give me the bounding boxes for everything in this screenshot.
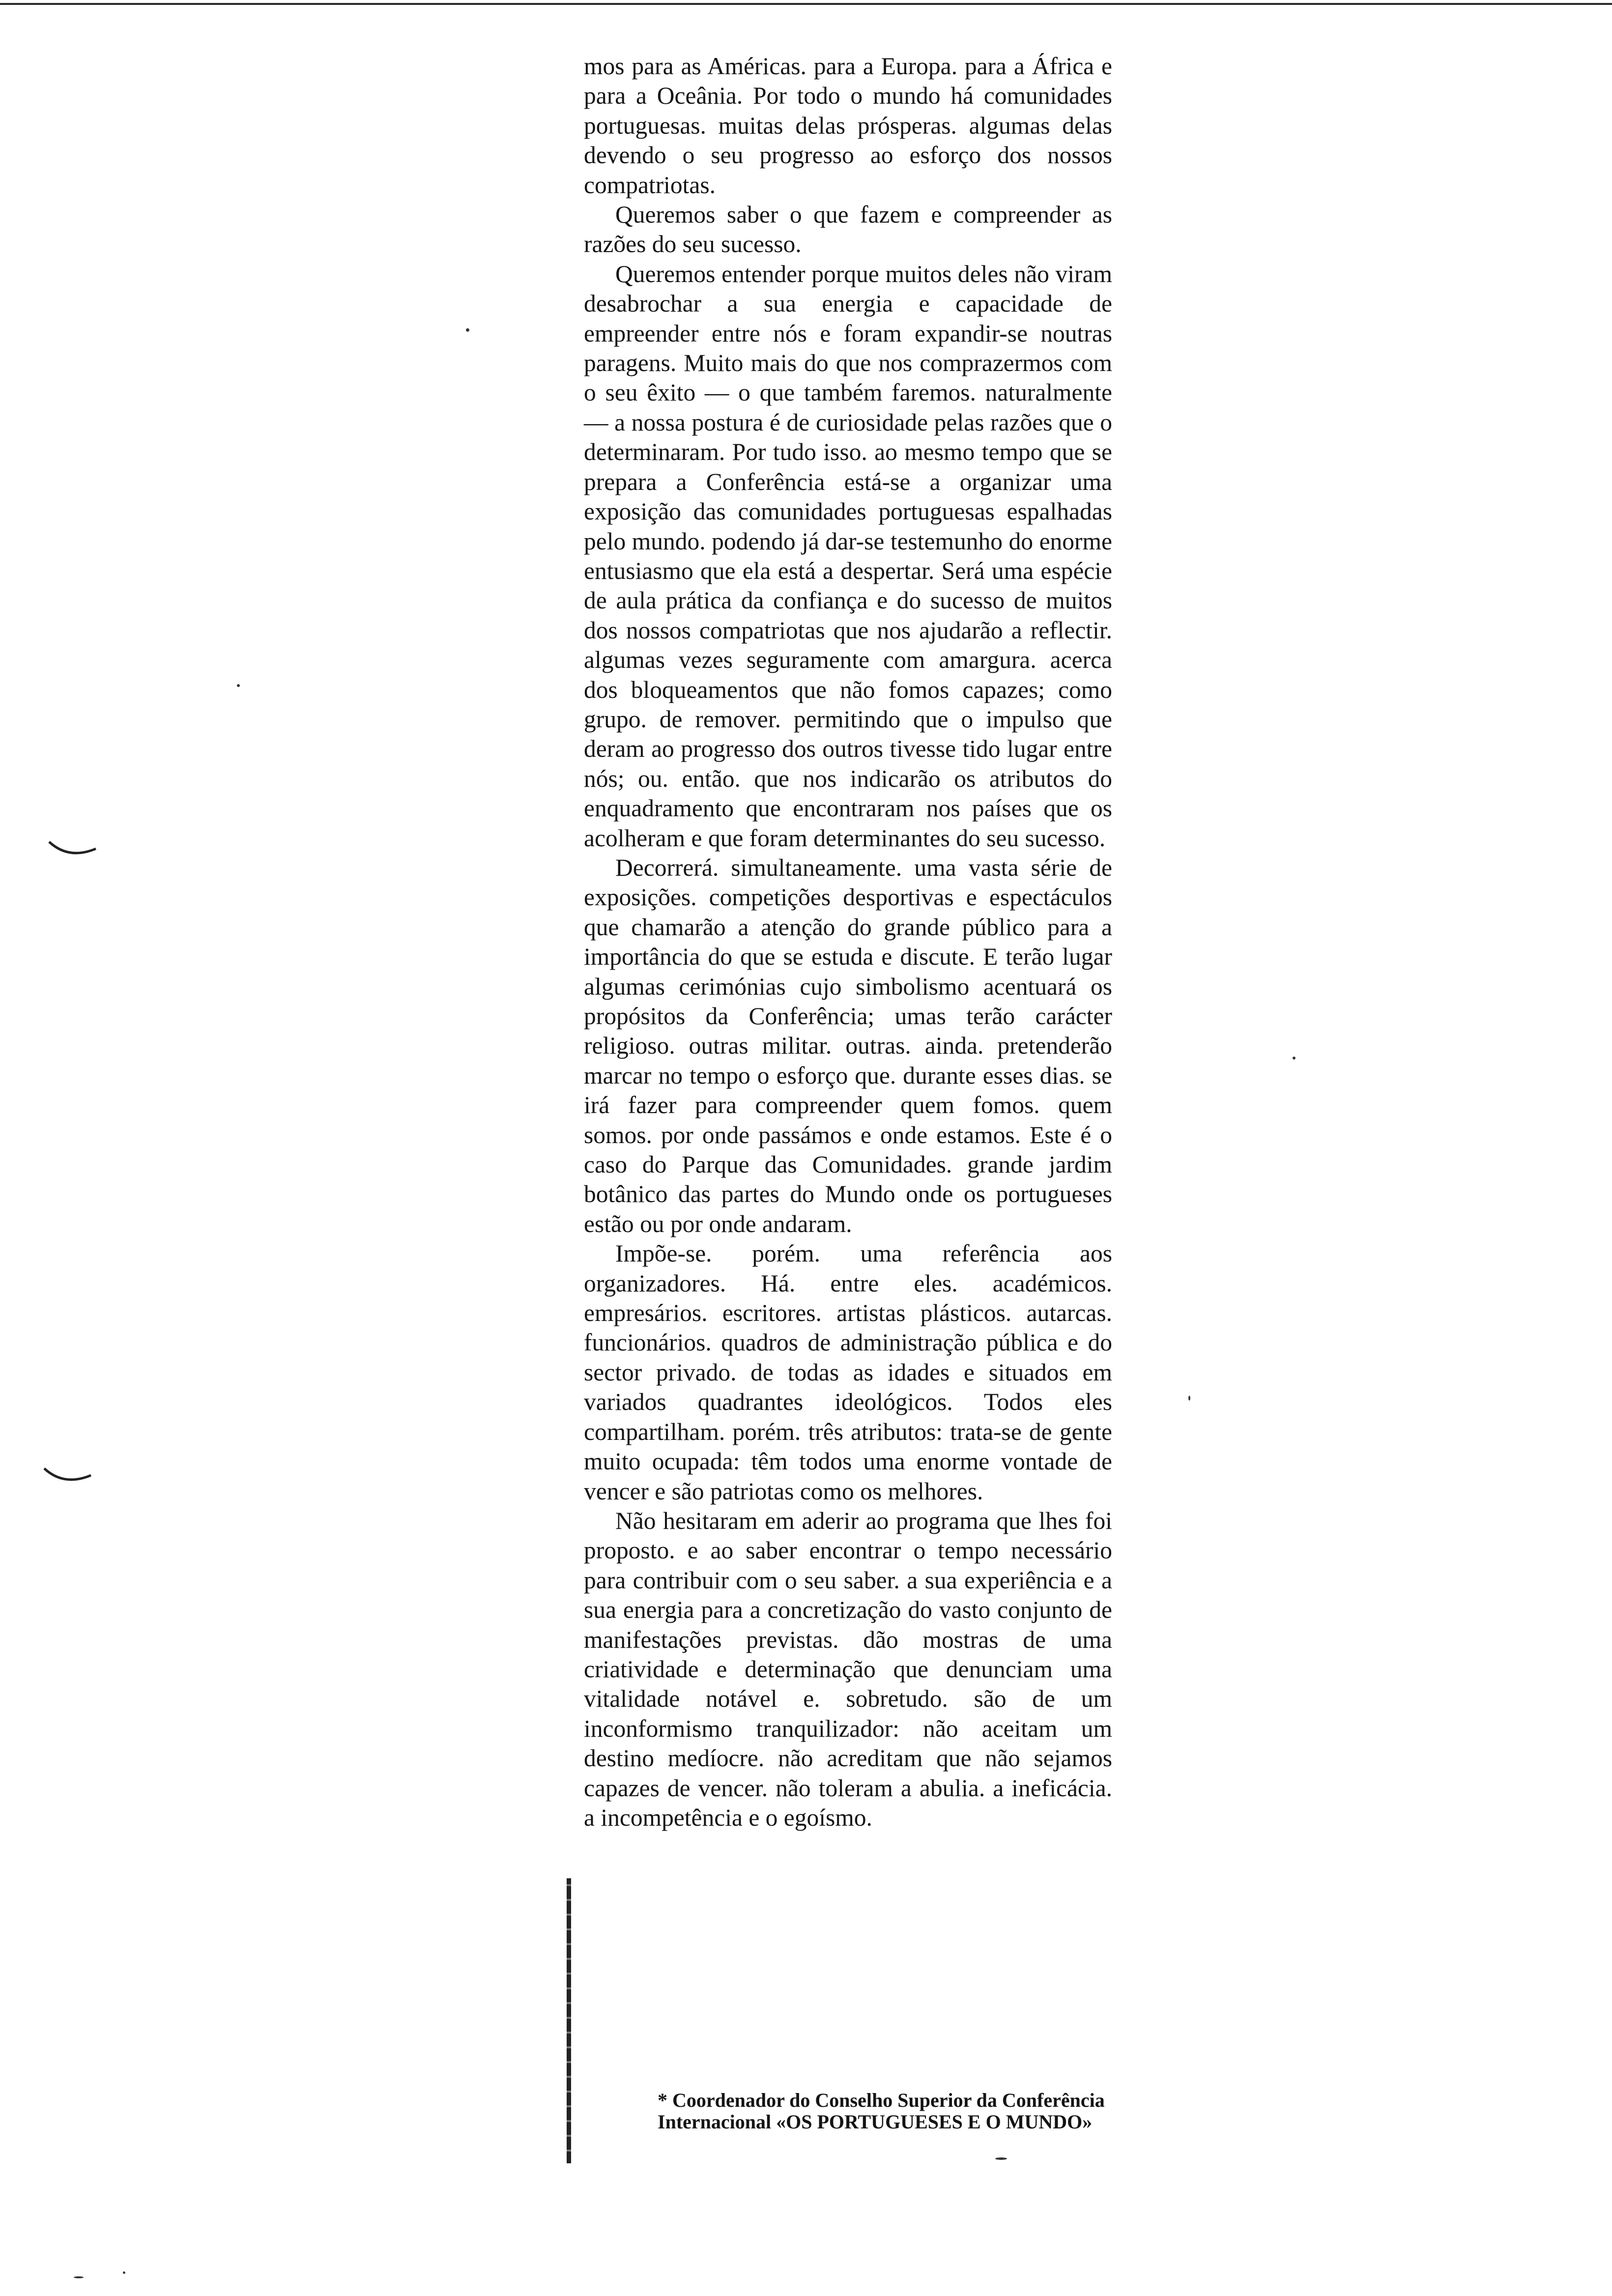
margin-scan-bar (567, 1878, 571, 2163)
top-border-line (0, 3, 1612, 5)
article-paragraph-6: Não hesitaram em aderir ao programa que lhes foi proposto. e ao saber encontrar o tempo necessário para contribuir com o seu saber. a sua experiência e a sua energia para a concretização do vasto conjunto de manifestações previstas. dão mostras de uma criatividade e determinação que denunciam uma vitalidade notável e. sobretudo. são de um inconformismo tranquilizador: não aceitam um destino medíocre. não acreditam que não sejamos capazes de vencer. não toleram a abulia. a ineficácia. a incompetência e o egoísmo. (584, 1507, 1112, 1831)
scan-speck (123, 2271, 125, 2274)
scan-speck (1293, 1057, 1295, 1060)
scan-speck (237, 684, 240, 687)
article-paragraph-2: Queremos saber o que fazem e compreender as razões do seu sucesso. (584, 201, 1112, 258)
author-footnote: * Coordenador do Conselho Superior da Conferência Internacional «OS PORTUGUESES E O MUNDO» (658, 2089, 1105, 2133)
article-paragraph-4: Decorrerá. simultaneamente. uma vasta série de exposições. competições desportivas e espectáculos que chamarão a atenção do grande público para a importância do que se estuda e discute. E terão lugar algumas cerimónias cujo simbolismo acentuará os propósitos da Conferência; umas terão carácter religioso. outras militar. outras. ainda. pretenderão marcar no tempo o esforço que. durante esses dias. se irá fazer para compreender quem fomos. quem somos. por onde passámos e onde estamos. Este é o caso do Parque das Comunidades. grande jardim botânico das partes do Mundo onde os portugueses estão ou por onde andaram. (584, 854, 1112, 1237)
article-paragraph-1: mos para as Américas. para a Europa. para a África e para a Oceânia. Por todo o mundo há comunidades portuguesas. muitas delas prósperas. algumas delas devendo o seu progresso ao esforço dos nossos compatriotas. (584, 53, 1112, 199)
binder-hole-mark-top (47, 838, 101, 862)
scan-speck (1188, 1396, 1190, 1401)
scan-speck (995, 2157, 1007, 2160)
binder-hole-mark-bottom (42, 1464, 96, 1489)
article-paragraph-5: Impõe-se. porém. uma referência aos organizadores. Há. entre eles. académicos. empresários. escritores. artistas plásticos. autarcas. funcionários. quadros de administração pública e do sector privado. de todas as idades e situados em variados quadrantes ideológicos. Todos eles compartilham. porém. três atributos: trata-se de gente muito ocupada: têm todos uma enorme vontade de vencer e são patriotas como os melhores. (584, 1240, 1112, 1505)
scan-speck (466, 328, 469, 332)
article-column (584, 52, 1112, 1833)
article-paragraph-3: Queremos entender porque muitos deles não viram desabrochar a sua energia e capacidade de empreender entre nós e foram expandir-se noutras paragens. Muito mais do que nos comprazermos com o seu êxito — o que também faremos. naturalmente — a nossa postura é de curiosidade pelas razões que o determinaram. Por tudo isso. ao mesmo tempo que se prepara a Conferência está-se a organizar uma exposição das comunidades portuguesas espalhadas pelo mundo. podendo já dar-se testemunho do enorme entusiasmo que ela está a despertar. Será uma espécie de aula prática da confiança e do sucesso de muitos dos nossos compatriotas que nos ajudarão a reflectir. algumas vezes seguramente com amargura. acerca dos bloqueamentos que não fomos capazes; como grupo. de remover. permitindo que o impulso que deram ao progresso dos outros tivesse tido lugar entre nós; ou. então. que nos indicarão os atributos do enquadramento que encontraram nos países que os acolheram e que foram determinantes do seu sucesso. (584, 260, 1112, 852)
scan-speck (74, 2276, 84, 2278)
